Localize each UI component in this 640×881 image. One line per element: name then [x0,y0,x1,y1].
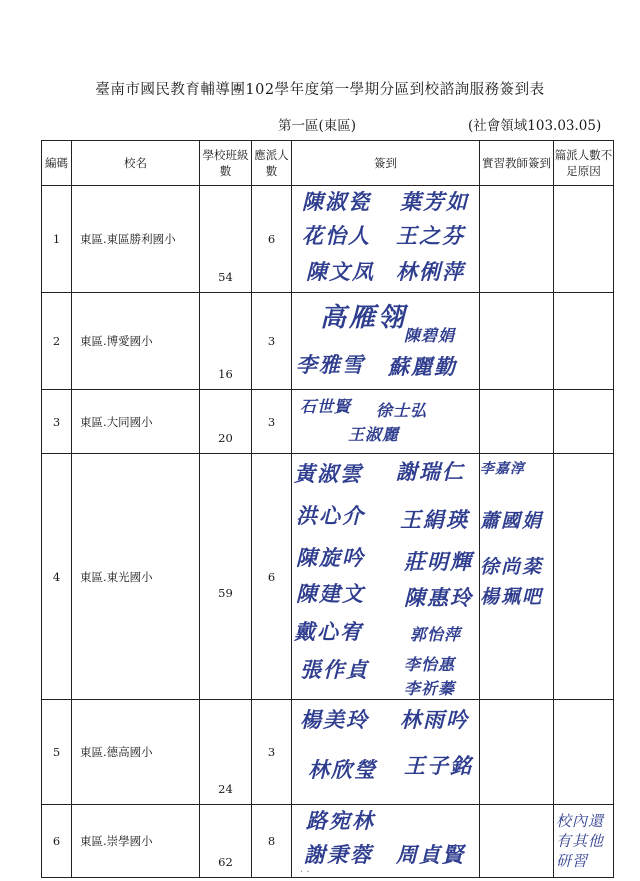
intern-signature: 徐尚棻 [480,556,544,578]
table-row [42,293,614,390]
school-name: 東區.崇學國小 [72,805,200,878]
class-count: 16 [200,293,252,390]
reason-cell [554,186,614,293]
signature: 陳淑瓷 [302,190,371,214]
header-no: 編碼 [42,141,72,186]
table-row [42,454,614,700]
signature-cell [292,390,480,454]
signature: 陳碧娟 [404,326,456,345]
header-school: 校名 [72,141,200,186]
signature: 林雨吟 [400,708,469,732]
class-count: 62 [200,805,252,878]
signature: 徐士弘 [376,401,428,420]
form-title: 臺南市國民教育輔導團102學年度第一學期分區到校諮詢服務簽到表 [95,82,545,98]
school-name: 東區.德高國小 [72,700,200,805]
reason-cell [554,805,614,878]
reason-cell [554,454,614,700]
signature: 郭怡萍 [410,625,462,644]
header-row [42,141,614,186]
signature: 陳建文 [296,582,365,606]
school-name: 東區.博愛國小 [72,293,200,390]
assigned-count: 6 [252,186,292,293]
class-count: 20 [200,390,252,454]
table-row [42,805,614,878]
field-date-tag: (社會領域103.03.05) [468,118,602,134]
signature: 李怡惠 [404,655,456,674]
header-classes: 學校班級數 [200,141,252,186]
header-intern: 實習教師簽到 [480,141,554,186]
school-name: 東區.東光國小 [72,454,200,700]
signature: 周貞賢 [396,843,465,867]
district-subtitle: 第一區(東區) [278,118,357,134]
signature: 張作貞 [300,658,369,682]
assigned-count: 3 [252,293,292,390]
intern-cell [480,186,554,293]
school-name: 東區.大同國小 [72,390,200,454]
signature: 陳旋吟 [296,546,365,570]
header-reason: 篇派人數不足原因 [554,141,614,186]
intern-signature: 蕭國娟 [480,510,544,532]
signature: 蘇麗勤 [388,355,457,379]
signature: 花怡人 [302,224,371,248]
reason-cell [554,390,614,454]
table-row [42,390,614,454]
signature-cell [292,186,480,293]
table-row [42,186,614,293]
school-name: 東區.東區勝利國小 [72,186,200,293]
signature: 林俐萍 [396,260,465,284]
signature: 李祈蓁 [404,679,456,698]
row-no: 3 [42,390,72,454]
signature: 葉芳如 [400,190,469,214]
row-no: 4 [42,454,72,700]
signature: 王之芬 [396,224,465,248]
signature: 石世賢 [300,397,352,416]
row-no: 2 [42,293,72,390]
intern-cell [480,700,554,805]
intern-signature: 李嘉淳 [480,461,525,477]
signature: 李雅雪 [296,353,365,377]
signature: 黃淑雲 [294,462,363,486]
header-assigned: 應派人數 [252,141,292,186]
signature-cell [292,805,480,878]
signature-cell [292,454,480,700]
row-no: 1 [42,186,72,293]
signature: 陳惠玲 [404,586,473,610]
assigned-count: 3 [252,700,292,805]
assigned-count: 6 [252,454,292,700]
signature: 王淑麗 [348,425,400,444]
signature: 王子銘 [404,754,473,778]
signature: 高雁翎 [320,303,408,333]
assigned-count: 3 [252,390,292,454]
header-sign: 簽到 [292,141,480,186]
reason-cell [554,293,614,390]
intern-signature: 楊珮吧 [480,586,544,608]
scan-artifact: · · [300,867,310,878]
signature-cell [292,700,480,805]
intern-cell [480,293,554,390]
signature: 林欣瑩 [308,758,377,782]
class-count: 54 [200,186,252,293]
reason-note: 校內還有其他研習 [556,812,605,870]
intern-cell [480,805,554,878]
signature: 戴心宥 [294,620,363,644]
intern-cell [480,390,554,454]
signature: 謝秉蓉 [304,843,373,867]
sign-in-table [41,140,614,878]
signature: 莊明輝 [404,550,473,574]
signature: 陳文凤 [306,260,375,284]
reason-cell [554,700,614,805]
signature: 路宛林 [306,809,375,833]
table-row [42,700,614,805]
row-no: 5 [42,700,72,805]
class-count: 24 [200,700,252,805]
class-count: 59 [200,454,252,700]
assigned-count: 8 [252,805,292,878]
row-no: 6 [42,805,72,878]
signature: 謝瑞仁 [396,460,465,484]
signature-cell [292,293,480,390]
signature: 楊美玲 [300,708,369,732]
signature: 王絹瑛 [400,508,469,532]
intern-cell [480,454,554,700]
signature: 洪心介 [296,504,365,528]
